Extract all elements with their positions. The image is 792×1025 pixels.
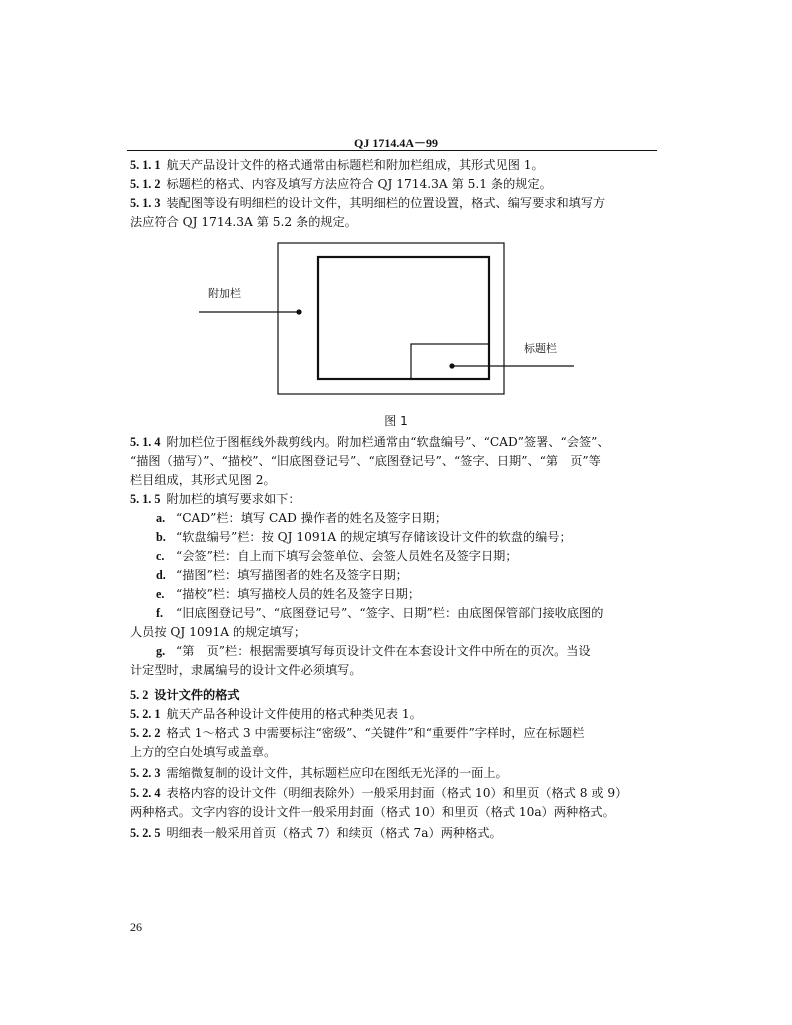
section-title: 设计文件的格式 [154,688,240,702]
figure-1-caption: 图 1 [384,414,408,428]
list-item-text: “会签”栏：自上而下填写会签单位、会签人员姓名及签字日期； [176,549,518,563]
figure-1-diagram [0,0,792,440]
clause-text-continued: 法应符合 QJ 1714.3A 第 5.2 条的规定。 [130,215,357,229]
list-item-label: d. [156,568,166,582]
clause-text: 表格内容的设计文件（明细表除外）一般采用封面（格式 10）和里页（格式 8 或 9） [166,786,628,800]
list-item-label: a. [156,511,166,525]
clause-5-1-5 [130,490,660,680]
drawing-border-frame [318,257,489,379]
clause-number: 5. 2. 2 [130,726,161,740]
clause-5-1-4 [130,433,660,490]
title-block-outline [411,344,489,379]
clause-5-2-1 [130,705,660,724]
list-item-text-continued: 计定型时，隶属编号的设计文件必须填写。 [130,663,362,677]
section-5-2-heading [130,686,660,705]
clause-5-2-2 [130,724,660,762]
clause-number: 5. 2. 4 [130,786,161,800]
trim-frame [278,243,504,394]
document-code-header: QJ 1714.4A－99 [353,136,438,150]
clause-number: 5. 2. 5 [130,826,161,840]
biaoti-leader-dot [449,363,454,368]
list-item-label: g. [156,644,166,658]
clause-text-continued: 栏目组成，其形式见图 2。 [130,473,276,487]
clause-5-2-5 [130,824,660,843]
page-number: 26 [130,920,142,934]
clause-number: 5. 1. 5 [130,492,161,506]
clause-number: 5. 2. 3 [130,766,161,780]
clause-text: 明细表一般采用首页（格式 7）和续页（格式 7a）两种格式。 [166,826,502,840]
clause-text: 附加栏位于图框线外裁剪线内。附加栏通常由“软盘编号”、“CAD”签署、“会签”、 [166,435,610,449]
list-item-text: “旧底图登记号”、“底图登记号”、“签字、日期”栏：由底图保管部门接收底图的 [176,606,604,620]
clause-text-continued: “描图（描写）”、“描校”、“旧底图登记号”、“底图登记号”、“签字、日期”、“第 页”等 [130,454,601,468]
clause-5-2-4 [130,784,660,822]
list-item-text: “CAD”栏：填写 CAD 操作者的姓名及签字日期； [176,511,448,525]
fujia-leader-dot [296,309,301,314]
clause-5-2-3 [130,764,660,783]
clause-number: 5. 1. 2 [130,177,161,191]
clause-text-continued: 上方的空白处填写或盖章。 [130,745,277,759]
list-item-label: c. [156,549,165,563]
clause-text: 航天产品各种设计文件使用的格式种类见表 1。 [166,707,422,721]
list-item-text: “描校”栏：填写描校人员的姓名及签字日期； [176,587,421,601]
list-item-text: “软盘编号”栏：按 QJ 1091A 的规定填写存储该设计文件的软盘的编号； [176,530,572,544]
section-number: 5. 2 [130,688,149,702]
clause-text: 装配图等设有明细栏的设计文件，其明细栏的位置设置，格式、编写要求和填写方 [166,196,606,210]
list-item-text: “描图”栏：填写描图者的姓名及签字日期； [176,568,408,582]
clause-number: 5. 1. 4 [130,435,161,449]
clause-text-continued: 两种格式。文字内容的设计文件一般采用封面（格式 10）和里页（格式 10a）两种格式。 [130,805,615,819]
biaoti-label: 标题栏 [524,342,557,355]
list-item-label: b. [156,530,166,544]
clause-text: 需缩微复制的设计文件，其标题栏应印在图纸无光泽的一面上。 [166,766,508,780]
fujia-label: 附加栏 [208,287,241,300]
list-item-text-continued: 人员按 QJ 1091A 的规定填写； [130,625,307,639]
list-item-label: e. [156,587,165,601]
clause-number: 5. 1. 3 [130,196,161,210]
clause-number: 5. 2. 1 [130,707,161,721]
clause-text: 航天产品设计文件的格式通常由标题栏和附加栏组成，其形式见图 1。 [166,158,544,172]
clause-text: 格式 1～格式 3 中需要标注“密级”、“关键件”和“重要件”字样时，应在标题栏 [166,726,585,740]
list-item-text: “第 页”栏：根据需要填写每页设计文件在本套设计文件中所在的页次。当设 [176,644,591,658]
clause-number: 5. 1. 1 [130,158,161,172]
list-item-label: f. [156,606,164,620]
clause-text: 标题栏的格式、内容及填写方法应符合 QJ 1714.3A 第 5.1 条的规定。 [166,177,552,191]
clause-text: 附加栏的填写要求如下： [166,492,301,506]
